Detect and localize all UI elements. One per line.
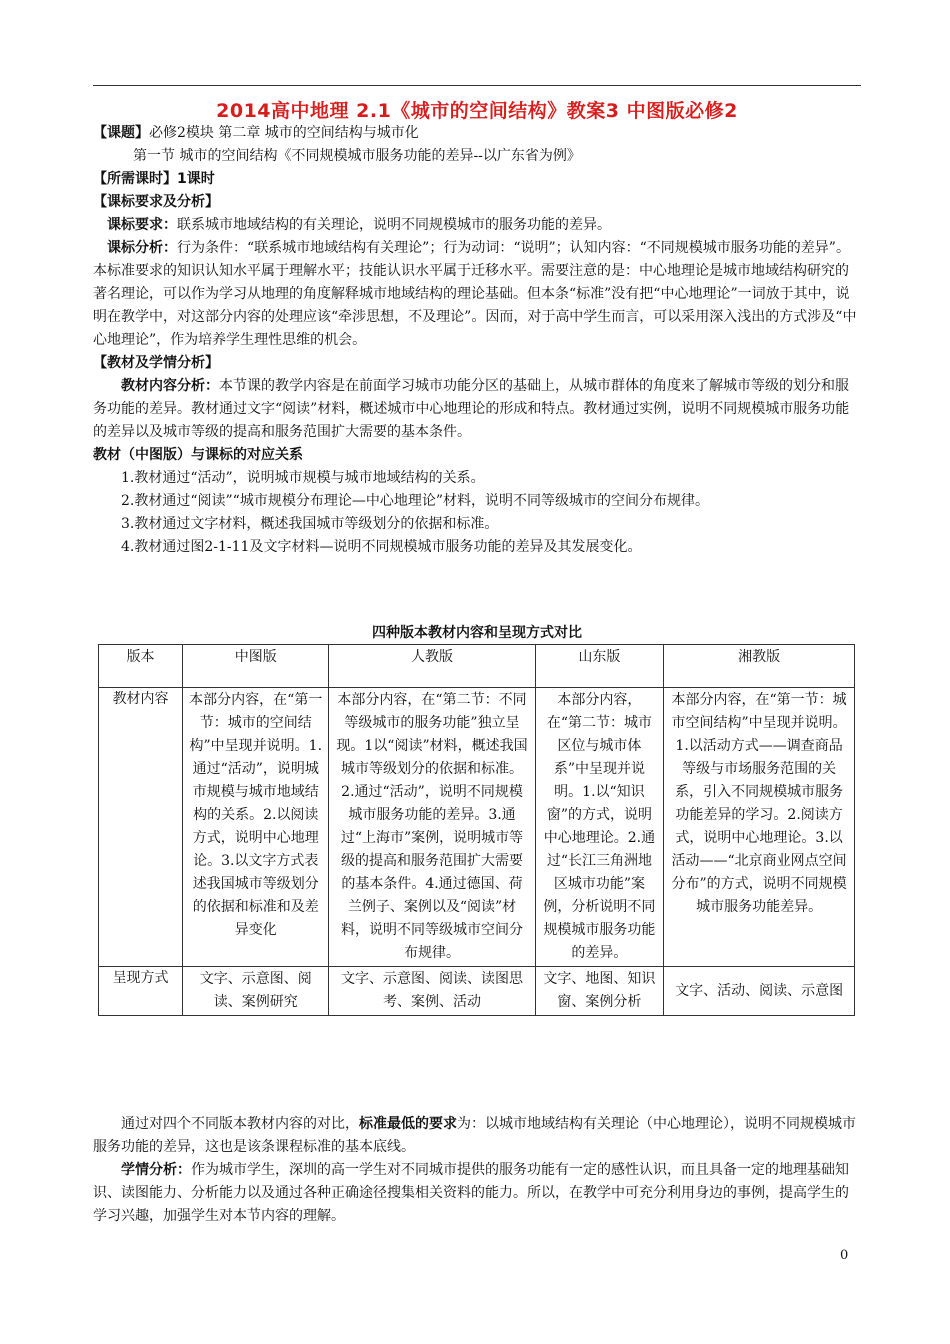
standard-ana-text: 行为条件：“联系城市地域结构有关理论”；行为动词：“说明”；认知内容：“不同规模城市服务功能的差异”。本标准要求的知识认知水平属于理解水平；技能认识水平属于迁移水平。需要注意的是：中心地理论是城市地域结构研究的著名理论，可以作为学习从地理的角度解释城市地域结构的理论基础。但本条“标准”没有把“中心地理论”一词放于其中，说明在教学中，对这部分内容的处理应该“牵涉思想，不及理论”。因而，对于高中学生而言，可以采用深入浅出的方式涉及“中心地理论”，作为培养学生理性思维的机会。 <box>93 240 857 348</box>
table-caption: 四种版本教材内容和呈现方式对比 <box>372 625 582 641</box>
table-cell: 文字、地图、知识窗、案例分析 <box>535 967 664 1016</box>
hours-label: 【所需课时】 <box>93 171 177 187</box>
row-label: 呈现方式 <box>99 967 183 1016</box>
summary-block <box>93 1113 861 1228</box>
header-cell: 版本 <box>99 645 183 688</box>
header-cell: 山东版 <box>535 645 664 688</box>
table-cell: 本部分内容，在“第一节：城市空间结构”中呈现并说明。1.以活动方式——调查商品等级与市场服务范围的关系，引入不同规模城市服务功能差异的学习。2.阅读方式，说明中心地理论。3.以活动——“北京商业网点空间分布”的方式，说明不同规模城市服务功能差异。 <box>664 688 855 967</box>
mapping-heading: 教材（中图版）与课标的对应关系 <box>93 447 303 463</box>
standard-ana-label: 课标分析： <box>107 240 177 256</box>
document-title: 2014高中地理 2.1《城市的空间结构》教案3 中图版必修2 <box>216 100 738 122</box>
table-cell: 本部分内容，在“第二节：城市区位与城市体系”中呈现并说明。1.以“知识窗”的方式，说明中心地理论。2.通过“长江三角洲地区城市功能”案例，分析说明不同规模城市服务功能的差异。 <box>535 688 664 967</box>
material-heading: 【教材及学情分析】 <box>93 355 219 371</box>
course-block <box>93 122 861 559</box>
hours-text: 1课时 <box>177 171 215 187</box>
material-content-label: 教材内容分析： <box>121 378 219 394</box>
learner-text: 作为城市学生，深圳的高一学生对不同城市提供的服务功能有一定的感性认识，而且具备一定的地理基础知识、读图能力、分析能力以及通过各种正确途径搜集相关资料的能力。所以，在教学中可充分利用身边的事例，提高学生的学习兴趣，加强学生对本节内容的理解。 <box>93 1162 849 1224</box>
table-cell: 文字、示意图、阅读、读图思考、案例、活动 <box>329 967 535 1016</box>
mapping-item: 3.教材通过文字材料，概述我国城市等级划分的依据和标准。 <box>121 516 499 532</box>
row-label: 教材内容 <box>99 688 183 967</box>
course-label: 【课题】 <box>93 125 149 141</box>
header-rule <box>93 85 861 86</box>
course-text: 必修2模块 第二章 城市的空间结构与城市化 <box>149 125 419 141</box>
table-row <box>99 688 855 967</box>
page-number: 0 <box>840 1248 849 1263</box>
section-text: 第一节 城市的空间结构《不同规模城市服务功能的差异--以广东省为例》 <box>133 148 581 164</box>
header-cell: 人教版 <box>329 645 535 688</box>
mapping-item: 1.教材通过“活动”，说明城市规模与城市地域结构的关系。 <box>121 470 485 486</box>
learner-label: 学情分析： <box>121 1162 191 1178</box>
mapping-item: 4.教材通过图2-1-11及文字材料—说明不同规模城市服务功能的差异及其发展变化。 <box>121 539 642 555</box>
header-cell: 中图版 <box>183 645 329 688</box>
standard-heading: 【课标要求及分析】 <box>93 194 219 210</box>
mapping-item: 2.教材通过“阅读”“城市规模分布理论—中心地理论”材料，说明不同等级城市的空间分布规律。 <box>121 493 709 509</box>
table-cell: 本部分内容，在“第一节：城市的空间结构”中呈现并说明。1. 通过“活动”，说明城市规模与城市地域结构的关系。2.以阅读方式，说明中心地理论。3.以文字方式表述我国城市等级划分的依据和标准和及差异变化 <box>183 688 329 967</box>
compare-text-2: 为：以城市地域结构有关理论（中心地理论），说明不同规模城市服务功能的差异，这也是该条课程标准的基本底线。 <box>93 1116 856 1155</box>
table-cell: 文字、活动、阅读、示意图 <box>664 967 855 1016</box>
table-row <box>99 967 855 1016</box>
table-cell: 文字、示意图、阅读、案例研究 <box>183 967 329 1016</box>
table-header-row <box>99 645 855 688</box>
compare-bold: 标准最低的要求 <box>359 1116 457 1132</box>
material-content-text: 本节课的教学内容是在前面学习城市功能分区的基础上，从城市群体的角度来了解城市等级的划分和服务功能的差异。教材通过文字“阅读”材料，概述城市中心地理论的形成和特点。教材通过实例，说明不同规模城市服务功能的差异以及城市等级的提高和服务范围扩大需要的基本条件。 <box>93 378 850 440</box>
standard-req-label: 课标要求： <box>107 217 177 233</box>
comparison-table <box>98 644 855 1016</box>
header-cell: 湘教版 <box>664 645 855 688</box>
table-cell: 本部分内容，在“第二节：不同等级城市的服务功能”独立呈现。1以“阅读”材料，概述我国城市等级划分的依据和标准。2.通过“活动”，说明不同规模城市服务功能的差异。3.通过“上海市”案例，说明城市等级的提高和服务范围扩大需要的基本条件。4.通过德国、荷兰例子、案例以及“阅读”材料，说明不同等级城市空间分布规律。 <box>329 688 535 967</box>
compare-text-1: 通过对四个不同版本教材内容的对比， <box>121 1116 359 1132</box>
standard-req-text: 联系城市地域结构的有关理论，说明不同规模城市的服务功能的差异。 <box>177 217 611 233</box>
